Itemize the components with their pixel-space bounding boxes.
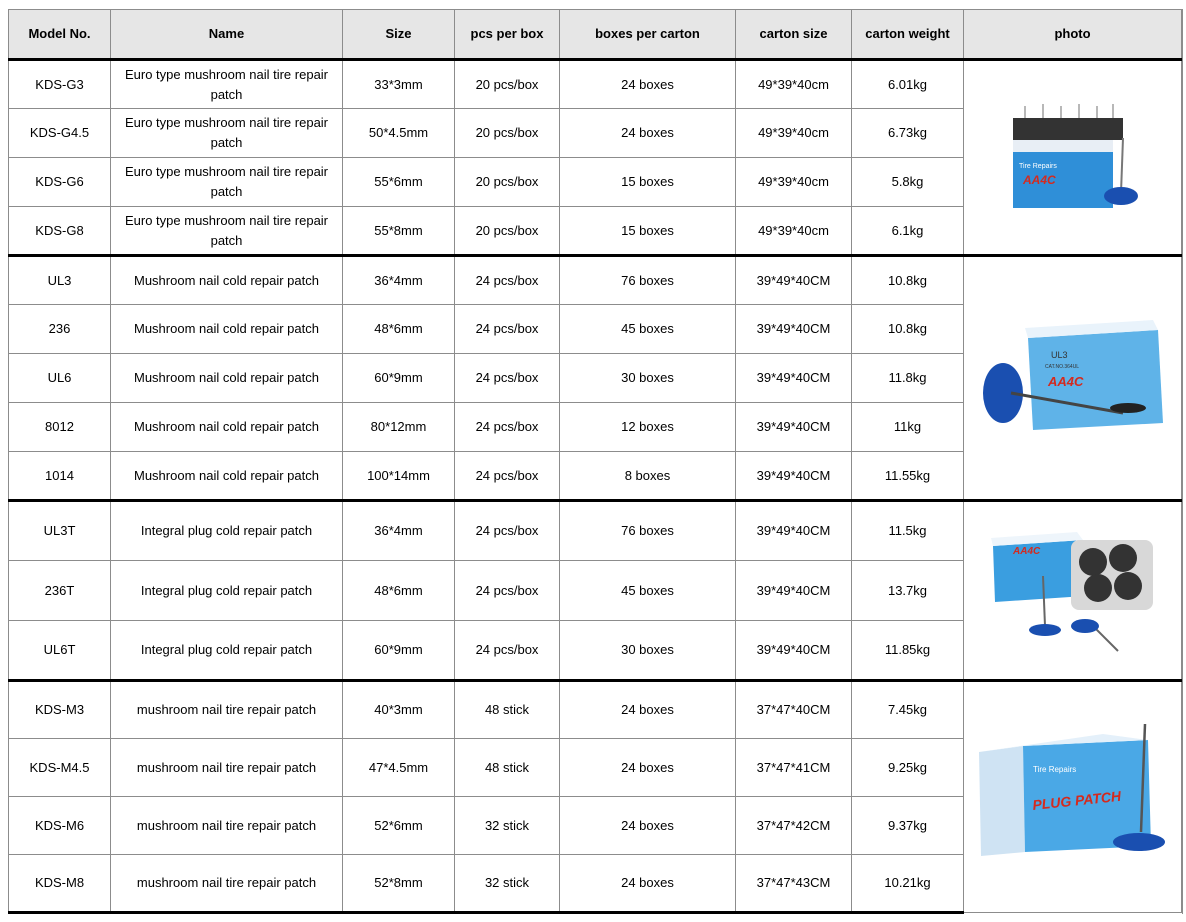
cell-weight: 11.8kg: [852, 354, 964, 403]
cell-boxes: 24 boxes: [560, 739, 736, 797]
cell-boxes: 15 boxes: [560, 158, 736, 207]
cell-boxes: 24 boxes: [560, 109, 736, 158]
table-row: [9, 501, 1182, 561]
cell-carton-size: 39*49*40CM: [736, 561, 852, 621]
cell-size: 40*3mm: [343, 681, 455, 739]
cell-size: 48*6mm: [343, 561, 455, 621]
cell-name: mushroom nail tire repair patch: [111, 855, 343, 913]
cell-weight: 11.85kg: [852, 621, 964, 681]
cell-size: 55*6mm: [343, 158, 455, 207]
cell-weight: 9.25kg: [852, 739, 964, 797]
cell-boxes: 8 boxes: [560, 452, 736, 501]
cell-pcs: 24 pcs/box: [455, 305, 560, 354]
cell-name: mushroom nail tire repair patch: [111, 681, 343, 739]
cell-pcs: 48 stick: [455, 681, 560, 739]
cell-model: 236T: [9, 561, 111, 621]
cell-carton-size: 49*39*40cm: [736, 60, 852, 109]
cell-size: 50*4.5mm: [343, 109, 455, 158]
cell-model: KDS-M6: [9, 797, 111, 855]
integral-plug-box-image: [973, 526, 1173, 656]
cell-weight: 5.8kg: [852, 158, 964, 207]
cell-model: KDS-G6: [9, 158, 111, 207]
cell-boxes: 24 boxes: [560, 797, 736, 855]
cell-boxes: 76 boxes: [560, 501, 736, 561]
cell-boxes: 30 boxes: [560, 621, 736, 681]
cell-carton-size: 49*39*40cm: [736, 207, 852, 256]
svg-text:AA4C: AA4C: [1022, 172, 1056, 187]
header-photo: photo: [964, 10, 1182, 60]
cell-name: Mushroom nail cold repair patch: [111, 403, 343, 452]
cell-model: UL3: [9, 256, 111, 305]
svg-text:PLUG PATCH: PLUG PATCH: [1031, 787, 1122, 813]
cell-weight: 11.5kg: [852, 501, 964, 561]
svg-text:Tire Repairs: Tire Repairs: [1032, 765, 1076, 774]
cell-pcs: 32 stick: [455, 855, 560, 913]
cell-carton-size: 37*47*43CM: [736, 855, 852, 913]
cell-size: 52*6mm: [343, 797, 455, 855]
cell-name: Integral plug cold repair patch: [111, 621, 343, 681]
cell-size: 60*9mm: [343, 621, 455, 681]
cell-carton-size: 49*39*40cm: [736, 109, 852, 158]
product-photo-g-series: [964, 60, 1182, 256]
cell-weight: 11.55kg: [852, 452, 964, 501]
product-spec-table: [8, 9, 1182, 914]
cell-name: Mushroom nail cold repair patch: [111, 305, 343, 354]
cell-pcs: 20 pcs/box: [455, 158, 560, 207]
cell-name: Euro type mushroom nail tire repair patch: [111, 109, 343, 158]
cell-boxes: 24 boxes: [560, 855, 736, 913]
cell-pcs: 24 pcs/box: [455, 452, 560, 501]
cell-carton-size: 39*49*40CM: [736, 305, 852, 354]
cell-model: KDS-M8: [9, 855, 111, 913]
cell-weight: 10.8kg: [852, 256, 964, 305]
cell-model: KDS-G3: [9, 60, 111, 109]
cell-size: 36*4mm: [343, 501, 455, 561]
cell-boxes: 30 boxes: [560, 354, 736, 403]
cell-model: 236: [9, 305, 111, 354]
cell-name: Mushroom nail cold repair patch: [111, 452, 343, 501]
cell-weight: 6.1kg: [852, 207, 964, 256]
header-pcs-per-box: pcs per box: [455, 10, 560, 60]
cell-name: Euro type mushroom nail tire repair patch: [111, 207, 343, 256]
header-model: Model No.: [9, 10, 111, 60]
table-row: [9, 681, 1182, 739]
cell-model: UL6T: [9, 621, 111, 681]
cell-pcs: 20 pcs/box: [455, 60, 560, 109]
cell-carton-size: 39*49*40CM: [736, 621, 852, 681]
cell-carton-size: 49*39*40cm: [736, 158, 852, 207]
table-row: [9, 60, 1182, 109]
product-photo-plug-patch: [964, 681, 1182, 913]
cell-pcs: 20 pcs/box: [455, 109, 560, 158]
product-photo-ul-series: [964, 256, 1182, 501]
cell-weight: 11kg: [852, 403, 964, 452]
cell-name: Integral plug cold repair patch: [111, 561, 343, 621]
table-edge: [1182, 9, 1186, 914]
svg-text:Tire Repairs: Tire Repairs: [1018, 162, 1057, 170]
cell-model: 1014: [9, 452, 111, 501]
cell-carton-size: 37*47*40CM: [736, 681, 852, 739]
cell-carton-size: 39*49*40CM: [736, 452, 852, 501]
cell-name: Mushroom nail cold repair patch: [111, 354, 343, 403]
svg-text:AA4C: AA4C: [1047, 374, 1083, 389]
cell-carton-size: 37*47*41CM: [736, 739, 852, 797]
cell-pcs: 24 pcs/box: [455, 621, 560, 681]
cell-model: UL3T: [9, 501, 111, 561]
cell-boxes: 45 boxes: [560, 305, 736, 354]
cell-size: 33*3mm: [343, 60, 455, 109]
cell-pcs: 32 stick: [455, 797, 560, 855]
product-photo-integral-plug: [964, 501, 1182, 681]
cell-boxes: 15 boxes: [560, 207, 736, 256]
cell-pcs: 24 pcs/box: [455, 256, 560, 305]
cell-model: KDS-G8: [9, 207, 111, 256]
svg-text:AA4C: AA4C: [1012, 545, 1040, 557]
cell-model: KDS-M4.5: [9, 739, 111, 797]
header-carton-size: carton size: [736, 10, 852, 60]
cell-weight: 6.73kg: [852, 109, 964, 158]
cell-pcs: 48 stick: [455, 739, 560, 797]
cell-weight: 13.7kg: [852, 561, 964, 621]
cell-weight: 10.21kg: [852, 855, 964, 913]
cell-boxes: 45 boxes: [560, 561, 736, 621]
cell-pcs: 24 pcs/box: [455, 501, 560, 561]
cell-name: mushroom nail tire repair patch: [111, 739, 343, 797]
cell-model: KDS-G4.5: [9, 109, 111, 158]
cell-model: KDS-M3: [9, 681, 111, 739]
cell-name: mushroom nail tire repair patch: [111, 797, 343, 855]
cell-pcs: 24 pcs/box: [455, 354, 560, 403]
cell-carton-size: 39*49*40CM: [736, 354, 852, 403]
tire-repair-box-image: [993, 98, 1153, 218]
cell-weight: 9.37kg: [852, 797, 964, 855]
cell-weight: 6.01kg: [852, 60, 964, 109]
cell-carton-size: 39*49*40CM: [736, 501, 852, 561]
svg-text:UL3: UL3: [1050, 350, 1068, 360]
cell-weight: 7.45kg: [852, 681, 964, 739]
cell-size: 55*8mm: [343, 207, 455, 256]
cell-boxes: 76 boxes: [560, 256, 736, 305]
cell-size: 47*4.5mm: [343, 739, 455, 797]
cell-pcs: 20 pcs/box: [455, 207, 560, 256]
cell-boxes: 12 boxes: [560, 403, 736, 452]
cell-size: 80*12mm: [343, 403, 455, 452]
cell-size: 48*6mm: [343, 305, 455, 354]
cell-carton-size: 39*49*40CM: [736, 403, 852, 452]
table-row: [9, 256, 1182, 305]
cell-name: Euro type mushroom nail tire repair patch: [111, 60, 343, 109]
cell-size: 60*9mm: [343, 354, 455, 403]
header-carton-weight: carton weight: [852, 10, 964, 60]
cell-name: Mushroom nail cold repair patch: [111, 256, 343, 305]
cell-name: Integral plug cold repair patch: [111, 501, 343, 561]
cell-model: UL6: [9, 354, 111, 403]
cell-model: 8012: [9, 403, 111, 452]
cell-boxes: 24 boxes: [560, 60, 736, 109]
cell-name: Euro type mushroom nail tire repair patch: [111, 158, 343, 207]
header-name: Name: [111, 10, 343, 60]
cell-pcs: 24 pcs/box: [455, 403, 560, 452]
svg-text:CAT.NO.364UL: CAT.NO.364UL: [1044, 364, 1079, 370]
cell-boxes: 24 boxes: [560, 681, 736, 739]
cell-carton-size: 37*47*42CM: [736, 797, 852, 855]
cell-size: 36*4mm: [343, 256, 455, 305]
header-size: Size: [343, 10, 455, 60]
plug-patch-box-image: [973, 722, 1173, 872]
header-boxes-per-carton: boxes per carton: [560, 10, 736, 60]
ul3-box-image: [973, 308, 1173, 448]
cell-pcs: 24 pcs/box: [455, 561, 560, 621]
header-row: [9, 10, 1182, 60]
cell-size: 100*14mm: [343, 452, 455, 501]
cell-carton-size: 39*49*40CM: [736, 256, 852, 305]
cell-size: 52*8mm: [343, 855, 455, 913]
cell-weight: 10.8kg: [852, 305, 964, 354]
